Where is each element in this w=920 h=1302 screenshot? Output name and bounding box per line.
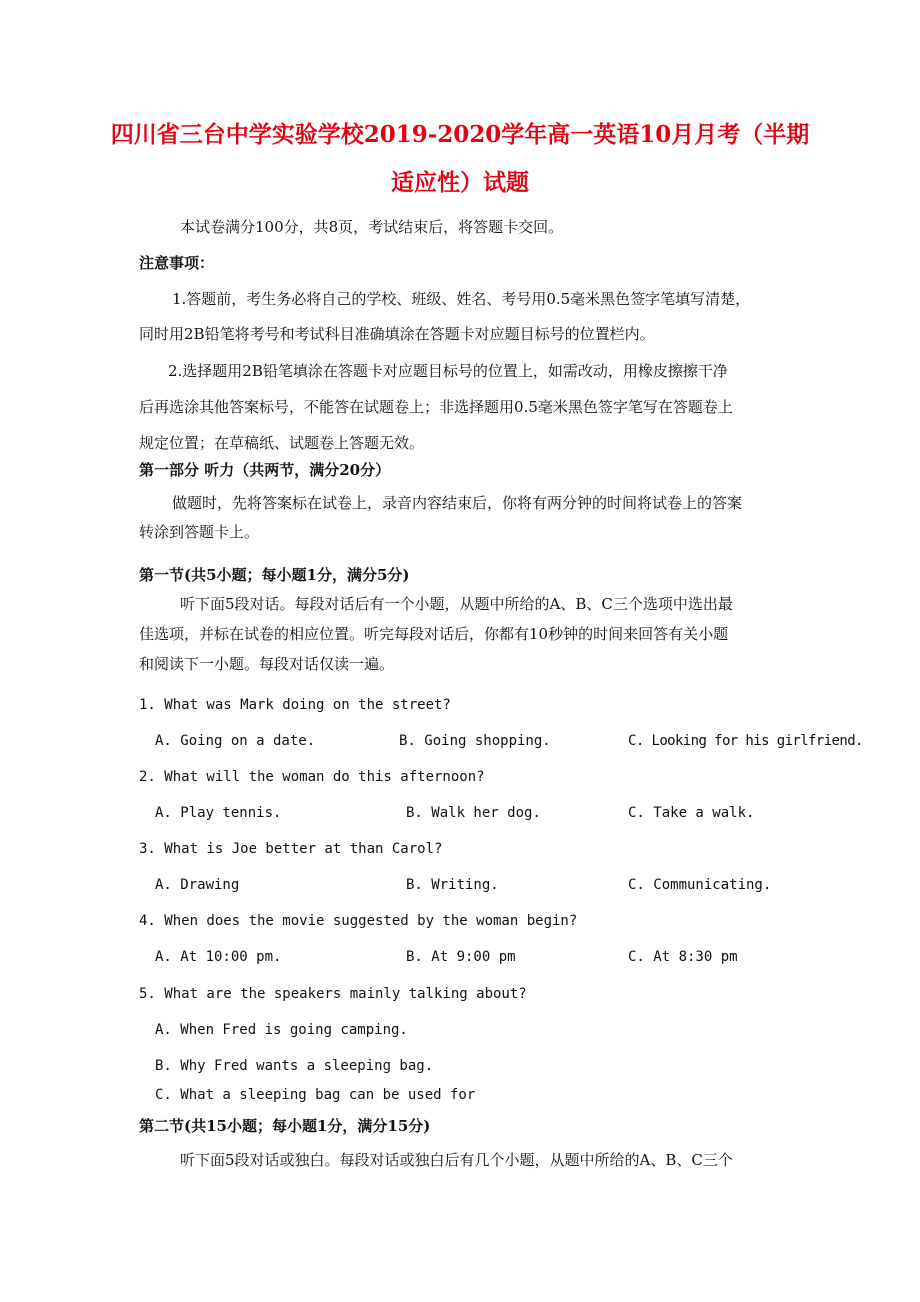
section1-instr-line3: 和阅读下一小题。每段对话仅读一遍。: [139, 655, 395, 673]
question-2-option-b: B. Walk her dog.: [406, 805, 541, 821]
question-5-option-c: C. What a sleeping bag can be used for: [155, 1087, 476, 1103]
notice-item2-line3: 规定位置；在草稿纸、试题卷上答题无效。: [139, 434, 425, 452]
notice-item2-line2: 后再选涂其他答案标号，不能答在试题卷上；非选择题用0.5毫米黑色签字笔写在答题卷上: [139, 398, 733, 416]
question-3-option-a: A. Drawing: [155, 877, 240, 893]
question-5: 5. What are the speakers mainly talking about?: [139, 986, 527, 1002]
question-4-option-b: B. At 9:00 pm: [406, 949, 516, 965]
question-2: 2. What will the woman do this afternoon?: [139, 769, 485, 785]
notice-heading: 注意事项：: [139, 254, 215, 272]
question-1-option-c: C. Looking for his girlfriend.: [628, 733, 863, 749]
question-4: 4. When does the movie suggested by the woman begin?: [139, 913, 578, 929]
question-5-option-b: B. Why Fred wants a sleeping bag.: [155, 1058, 434, 1074]
notice-item1-line1: 1.答题前，考生务必将自己的学校、班级、姓名、考号用0.5毫米黑色签字笔填写清楚，: [172, 290, 751, 308]
document-title-line2: 适应性）试题: [391, 169, 529, 196]
question-1: 1. What was Mark doing on the street?: [139, 697, 451, 713]
question-5-option-a: A. When Fred is going camping.: [155, 1022, 408, 1038]
document-title-line1: 四川省三台中学实验学校2019-2020学年高一英语10月月考（半期: [110, 121, 810, 148]
part1-instr-line2: 转涂到答题卡上。: [139, 523, 260, 541]
section1-instr-line1: 听下面5段对话。每段对话后有一个小题，从题中所给的A、B、C三个选项中选出最: [180, 595, 733, 613]
question-3-option-c: C. Communicating.: [628, 877, 772, 893]
question-4-option-c: C. At 8:30 pm: [628, 949, 738, 965]
question-2-option-a: A. Play tennis.: [155, 805, 282, 821]
question-3-option-b: B. Writing.: [406, 877, 499, 893]
question-3: 3. What is Joe better at than Carol?: [139, 841, 443, 857]
notice-item2-line1: 2.选择题用2B铅笔填涂在答题卡对应题目标号的位置上，如需改动，用橡皮擦擦干净: [168, 362, 728, 380]
intro-text: 本试卷满分100分，共8页，考试结束后，将答题卡交回。: [180, 218, 564, 236]
section2-instr-line1: 听下面5段对话或独白。每段对话或独白后有几个小题，从题中所给的A、B、C三个: [180, 1151, 733, 1169]
question-1-option-b: B. Going shopping.: [399, 733, 551, 749]
question-1-option-a: A. Going on a date.: [155, 733, 316, 749]
question-4-option-a: A. At 10:00 pm.: [155, 949, 282, 965]
part1-instr-line1: 做题时，先将答案标在试卷上，录音内容结束后，你将有两分钟的时间将试卷上的答案: [172, 494, 743, 512]
section1-instr-line2: 佳选项，并标在试卷的相应位置。听完每段对话后，你都有10秒钟的时间来回答有关小题: [139, 625, 729, 643]
notice-item1-line2: 同时用2B铅笔将考号和考试科目准确填涂在答题卡对应题目标号的位置栏内。: [139, 325, 655, 343]
section1-heading: 第一节(共5小题；每小题1分，满分5分): [139, 566, 410, 584]
question-2-option-c: C. Take a walk.: [628, 805, 755, 821]
part1-heading: 第一部分 听力（共两节，满分20分）: [139, 461, 391, 479]
section2-heading: 第二节(共15小题；每小题1分，满分15分): [139, 1117, 431, 1135]
